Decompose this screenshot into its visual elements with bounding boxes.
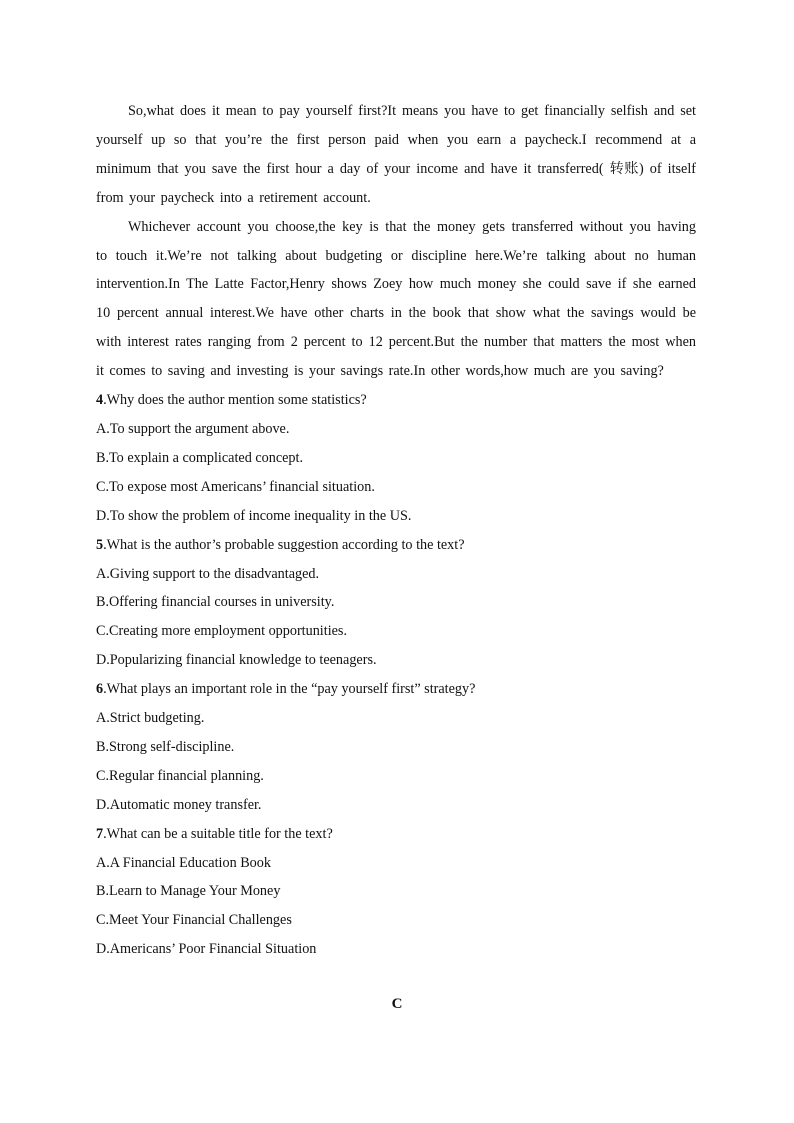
option-d: D.Automatic money transfer. (96, 796, 262, 813)
option-b: B.Offering financial courses in university. (96, 594, 335, 611)
option-c: C.Meet Your Financial Challenges (96, 912, 292, 929)
question-number: 4 (96, 392, 104, 409)
question-4 (96, 386, 696, 531)
option-b: B.To explain a complicated concept. (96, 449, 304, 466)
question-7 (96, 820, 696, 965)
option-a: A.Giving support to the disadvantaged. (96, 565, 320, 582)
option-d: D.To show the problem of income inequality in the US. (96, 507, 412, 524)
question-stem (96, 820, 696, 849)
passage-paragraph-2: Whichever account you choose,the key is that the money gets transferred without you having to touch it.We’re not talking about budgeting or discipline here.We’re talking about no human intervention.In The Latte Factor,Henry shows Zoey how much money she could save if she earned 10 percent annual interest.We have other charts in the book that show what the savings would be with interest rates ranging from 2 percent to 12 percent.But the number that matters the most when it comes to saving and investing is your savings rate.In other words,how much are you saving? (96, 218, 696, 380)
question-5 (96, 531, 696, 676)
option-c: C.To expose most Americans’ financial situation. (96, 478, 375, 495)
option-a: A.A Financial Education Book (96, 854, 271, 871)
document-page (96, 97, 696, 964)
option-c: C.Creating more employment opportunities. (96, 623, 347, 640)
question-number: 5 (96, 536, 104, 553)
passage-paragraph-1: So,what does it mean to pay yourself first?It means you have to get financially selfish and set yourself up so that you’re the first person paid when you earn a paycheck.I recommend at a minimum that you save the first hour a day of your income and have it transferred( 转账) of itself from your paycheck into a retirement account. (96, 103, 696, 206)
question-6 (96, 675, 696, 820)
question-text: .What plays an important role in the “pay yourself first” strategy? (103, 681, 476, 698)
option-b: B.Strong self-discipline. (96, 738, 235, 755)
question-stem (96, 675, 696, 704)
question-number: 7 (96, 825, 104, 842)
question-stem (96, 531, 696, 560)
option-b: B.Learn to Manage Your Money (96, 883, 281, 900)
option-d: D.Americans’ Poor Financial Situation (96, 941, 317, 958)
question-number: 6 (96, 681, 104, 698)
section-heading: C (391, 996, 403, 1012)
question-stem (96, 386, 696, 415)
question-text: .Why does the author mention some statistics? (103, 392, 367, 409)
option-d: D.Popularizing financial knowledge to teenagers. (96, 652, 377, 669)
option-a: A.Strict budgeting. (96, 710, 205, 727)
option-a: A.To support the argument above. (96, 420, 290, 437)
question-text: .What is the author’s probable suggestion according to the text? (103, 536, 465, 553)
question-text: .What can be a suitable title for the text? (103, 825, 333, 842)
option-c: C.Regular financial planning. (96, 767, 264, 784)
